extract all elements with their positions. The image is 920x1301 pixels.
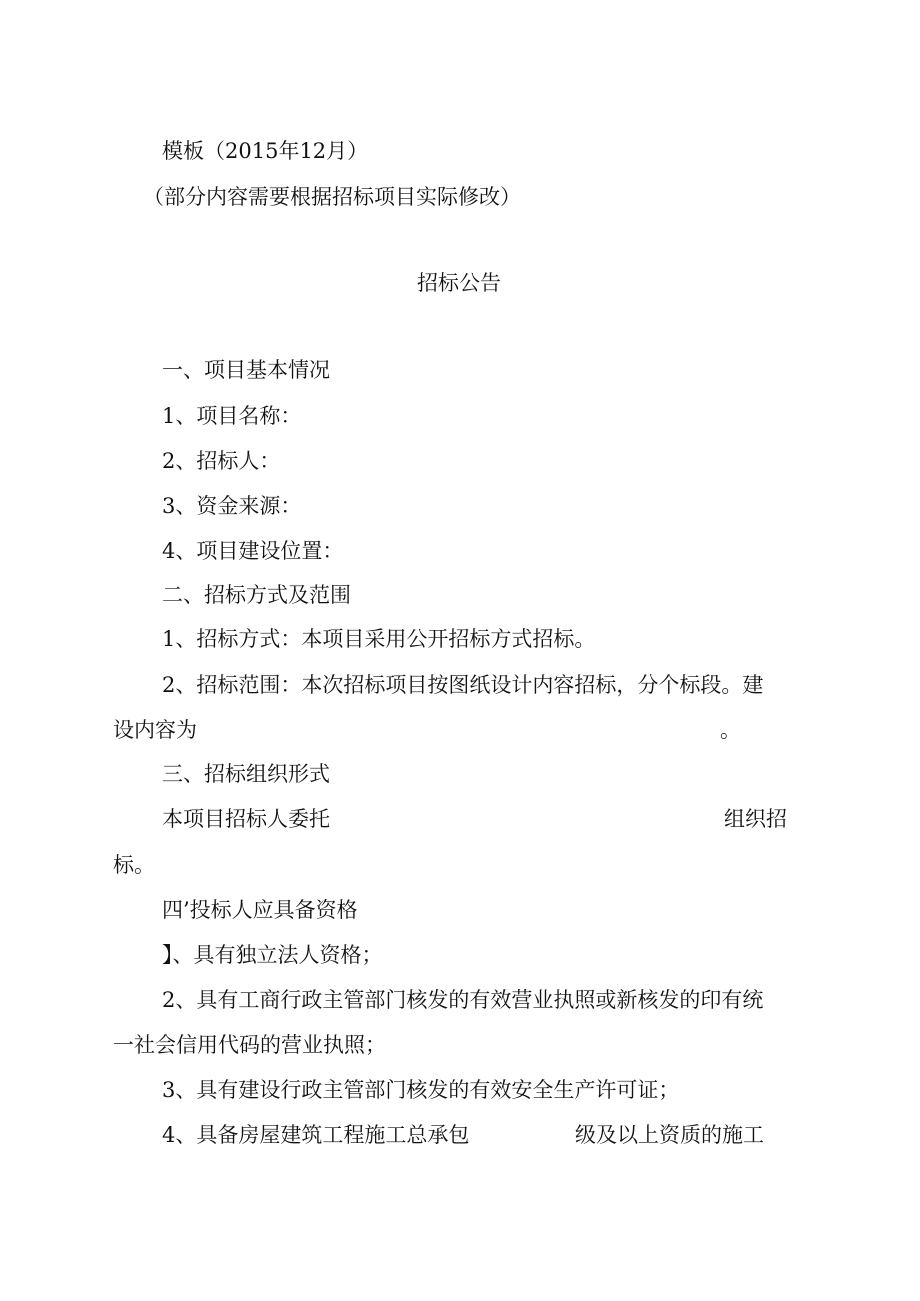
section-3-body-left: 本项目招标人委托 — [162, 807, 330, 831]
section-2-item-2-line-2-left: 设内容为 — [113, 718, 197, 742]
section-4-item-2-line-2: 一社会信用代码的营业执照； — [113, 1033, 386, 1057]
section-3-body-line-2: 标。 — [113, 853, 155, 877]
section-4-heading: 四’投标人应具备资格 — [162, 898, 358, 922]
section-1-heading: 一、项目基本情况 — [162, 358, 330, 382]
document-title: 招标公告 — [417, 271, 501, 295]
section-3-heading: 三、招标组织形式 — [162, 762, 330, 786]
section-1-item-1: 1、项目名称： — [162, 404, 302, 428]
modify-note: （部分内容需要根据招标项目实际修改） — [143, 185, 521, 209]
section-1-item-4: 4、项目建设位置： — [162, 539, 344, 563]
section-1-item-2: 2、招标人： — [162, 449, 281, 473]
section-4-item-3: 3、具有建设行政主管部门核发的有效安全生产许可证； — [162, 1078, 680, 1102]
section-4-item-2-line-1: 2、具有工商行政主管部门核发的有效营业执照或新核发的印有统 — [162, 988, 764, 1012]
section-2-item-1: 1、招标方式：本项目采用公开招标方式招标。 — [162, 627, 596, 651]
section-4-item-4-right: 级及以上资质的施工 — [575, 1123, 764, 1147]
section-2-heading: 二、招标方式及范围 — [162, 583, 351, 607]
section-3-body-right: 组织招 — [724, 807, 787, 831]
section-4-item-1: 】、具有独立法人资格； — [162, 943, 383, 967]
section-1-item-3: 3、资金来源： — [162, 494, 302, 518]
section-2-item-2-line-1: 2、招标范围：本次招标项目按图纸设计内容招标，分个标段。建 — [162, 673, 764, 697]
template-note: 模板（2015年12月） — [162, 139, 369, 163]
section-4-item-4-left: 4、具备房屋建筑工程施工总承包 — [162, 1123, 470, 1147]
section-2-item-2-line-2-right: 。 — [720, 718, 741, 742]
